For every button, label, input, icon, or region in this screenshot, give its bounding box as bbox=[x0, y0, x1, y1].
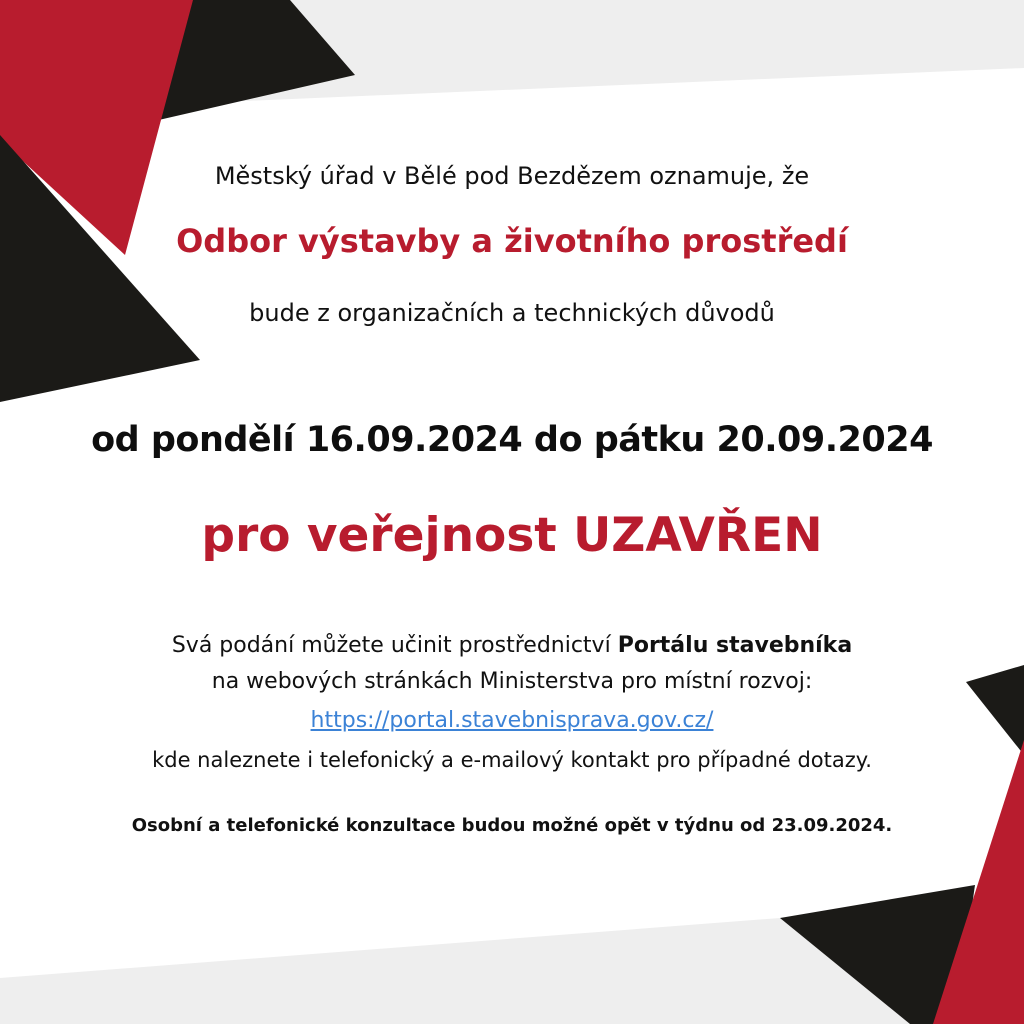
portal-name: Portálu stavebníka bbox=[617, 633, 853, 658]
portal-link[interactable]: https://portal.stavebnisprava.gov.cz/ bbox=[310, 708, 714, 733]
department-name: Odbor výstavby a životního prostředí bbox=[176, 222, 848, 260]
portal-paragraph-line-1 bbox=[0, 628, 1024, 664]
portal-source: na webových stránkách Ministerstva pro místní rozvoj: bbox=[211, 669, 813, 694]
closure-period: od pondělí 16.09.2024 do pátku 20.09.2024 bbox=[91, 420, 933, 460]
consultation-note: Osobní a telefonické konzultace budou možné opět v týdnu od 23.09.2024. bbox=[131, 815, 893, 836]
notice-intro: Městský úřad v Bělé pod Bezdězem oznamuje, že bbox=[214, 162, 810, 190]
contact-info: kde naleznete i telefonický a e-mailový kontakt pro případné dotazy. bbox=[152, 748, 872, 772]
closure-reason: bude z organizačních a technických důvodů bbox=[249, 299, 775, 327]
closure-status: pro veřejnost UZAVŘEN bbox=[201, 508, 823, 563]
portal-link-line bbox=[0, 703, 1024, 739]
portal-text: Svá podání můžete učinit prostřednictví bbox=[171, 633, 611, 658]
